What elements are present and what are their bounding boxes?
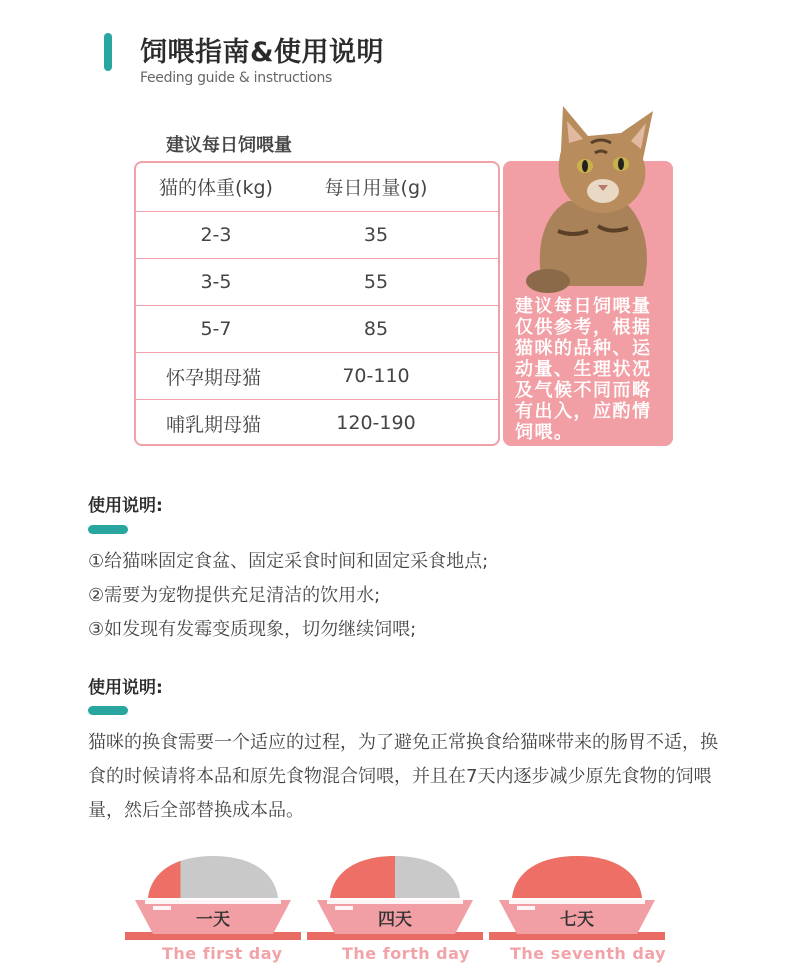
food-new (330, 850, 395, 900)
usage-title-1: 使用说明: (88, 496, 163, 516)
bowl-label: 一天 (196, 910, 230, 930)
usage-line-1: ①给猫咪固定食盆、固定采食时间和固定采食地点; (88, 551, 489, 572)
food-new (148, 850, 181, 900)
bowl-label: 四天 (378, 910, 412, 930)
table-row (136, 258, 498, 305)
usage-line-2: ②需要为宠物提供充足清洁的饮用水; (88, 585, 381, 606)
table-header-row (136, 163, 498, 210)
cat-info-card (503, 161, 673, 446)
table-row (136, 305, 498, 352)
day-label-seventh: The seventh day (510, 944, 667, 963)
usage-title-2: 使用说明: (88, 678, 163, 698)
table-cell-weight: 哺乳期母猫 (166, 413, 262, 436)
table-row (136, 352, 498, 399)
day-label-first: The first day (162, 944, 283, 963)
usage-line-3: ③如发现有发霉变质现象，切勿继续饲喂; (88, 619, 417, 640)
page-title: 饲喂指南&使用说明 (140, 37, 385, 68)
food-new (512, 850, 642, 900)
table-row (136, 211, 498, 258)
table-cell-amount: 35 (363, 224, 389, 246)
table-header-weight: 猫的体重(kg) (159, 177, 273, 199)
table-cell-weight: 2-3 (200, 224, 232, 246)
page-subtitle: Feeding guide & instructions (140, 70, 333, 86)
feeding-table (134, 161, 500, 446)
bowl-label: 七天 (560, 910, 594, 930)
bowl-seventh-day (487, 850, 667, 945)
day-label-forth: The forth day (342, 944, 470, 963)
table-cell-weight: 3-5 (200, 271, 232, 293)
cat-card-note: 建议每日饲喂量仅供参考，根据猫咪的品种、运动量、生理状况及气候不同而略有出入，应酌情饲喂。 (515, 296, 652, 443)
table-cell-weight: 怀孕期母猫 (166, 366, 262, 389)
bowl-forth-day (305, 850, 485, 945)
table-cell-amount: 70-110 (342, 365, 410, 387)
feeding-table-caption: 建议每日饲喂量 (166, 135, 292, 156)
usage-accent-2 (88, 706, 128, 715)
table-header-amount: 每日用量(g) (324, 177, 428, 199)
table-cell-weight: 5-7 (200, 318, 232, 340)
table-row (136, 399, 498, 446)
title-accent-bar (104, 33, 112, 71)
table-cell-amount: 55 (363, 271, 389, 293)
usage-paragraph: 猫咪的换食需要一个适应的过程，为了避免正常换食给猫咪带来的肠胃不适，换食的时候请将本品和原先食物混合饲喂，并且在7天内逐步减少原先食物的饲喂量，然后全部替换成本品。 (88, 732, 718, 821)
bowl-first-day (123, 850, 303, 945)
cat-illustration (503, 101, 673, 241)
table-cell-amount: 85 (363, 318, 389, 340)
table-cell-amount: 120-190 (336, 412, 416, 434)
usage-accent-1 (88, 525, 128, 534)
